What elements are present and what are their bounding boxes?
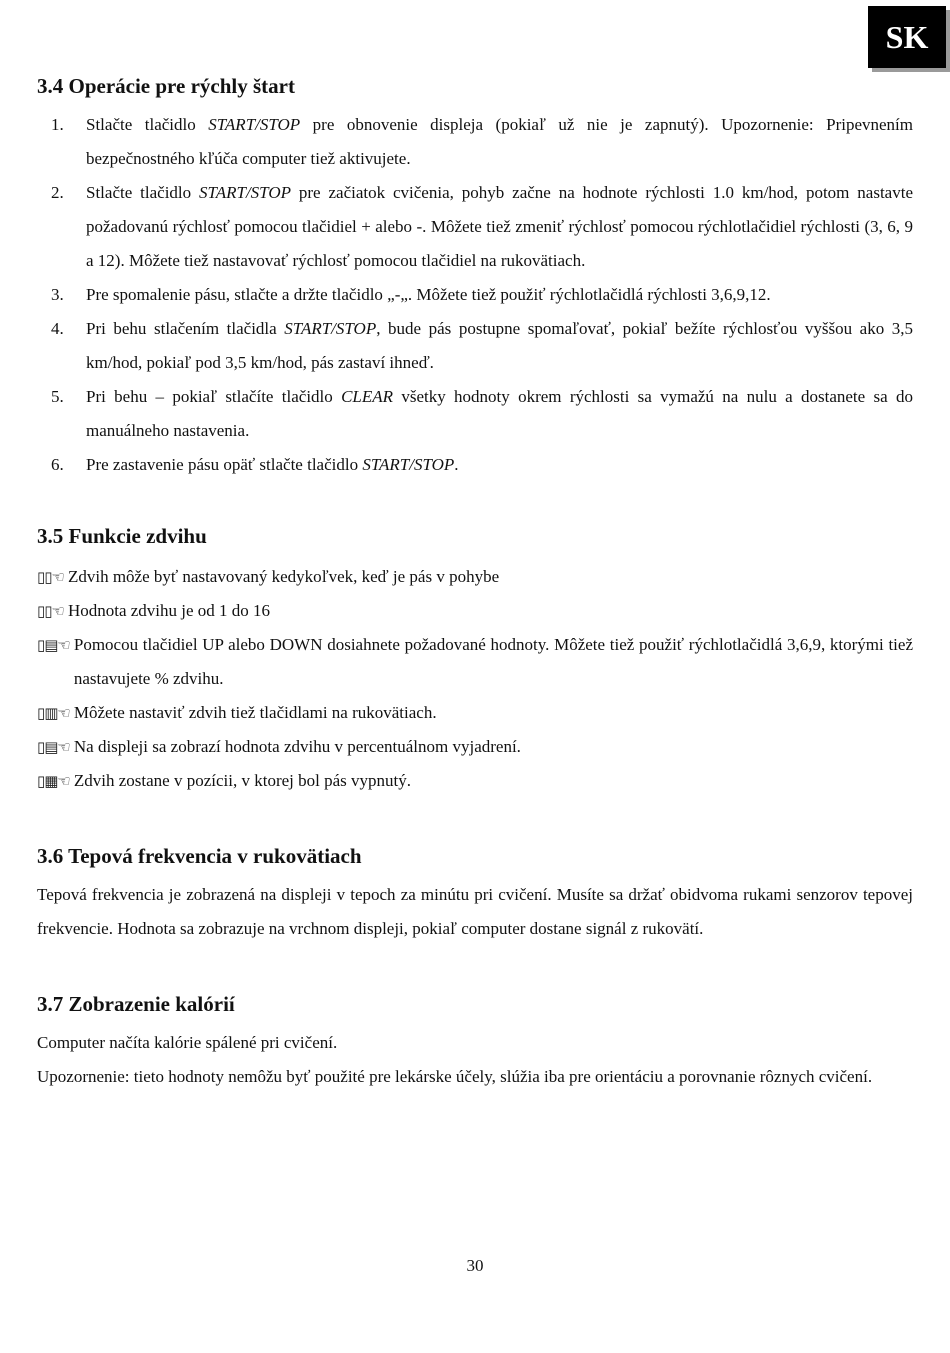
list-text: Pomocou tlačidiel UP alebo DOWN dosiahnete požadované hodnoty. Môžete tiež použiť rýchlotlačidlá 3,6,9, ktorými tiež nastavujete % zdvihu. (73, 635, 913, 688)
quick-start-list (37, 108, 913, 482)
list-item (37, 380, 913, 448)
bullet-icon: ▯▦☜ (37, 772, 70, 790)
section-title-incline: 3.5 Funkcie zdvihu (37, 524, 207, 548)
bullet-icon: ▯▯☜ (37, 568, 64, 586)
list-text: Stlačte tlačidlo (86, 183, 200, 202)
list-text: Hodnota zdvihu je od 1 do 16 (67, 601, 271, 620)
calories-paragraph: Computer načíta kalórie spálené pri cvičení. (37, 1033, 338, 1052)
list-number: 5. (51, 387, 64, 406)
page-number: 30 (466, 1256, 484, 1275)
list-number: 1. (51, 115, 64, 134)
list-text: všetky hodnoty okrem rýchlosti sa vymažú na nulu a dostanete sa do manuálneho nastavenia. (86, 387, 913, 440)
list-text: Pri behu stlačením tlačidla (86, 319, 285, 338)
list-item (37, 730, 913, 764)
list-text: Môžete nastaviť zdvih tiež tlačidlami na rukovätiach. (73, 703, 437, 722)
list-item (37, 560, 913, 594)
bullet-icon: ▯▤☜ (37, 636, 70, 654)
heart-rate-paragraph: Tepová frekvencia je zobrazená na displeji v tepoch za minútu pri cvičení. Musíte sa držať obidvoma rukami senzorov tepovej frekvencie. Hodnota sa zobrazuje na vrchnom displeji, pokiaľ computer dostane signál z rukovätí. (37, 885, 913, 938)
list-item (37, 312, 913, 380)
language-badge: SK (868, 6, 946, 68)
bullet-icon: ▯▤☜ (37, 738, 70, 756)
list-item (37, 628, 913, 696)
page-content (37, 72, 913, 1094)
list-item (37, 764, 913, 798)
list-item (37, 278, 913, 312)
button-name: START/STOP (362, 455, 455, 474)
list-item (37, 448, 913, 482)
list-text: Pri behu – pokiaľ stlačíte tlačidlo (86, 387, 342, 406)
list-item (37, 176, 913, 278)
list-number: 4. (51, 319, 64, 338)
button-name: START/STOP (199, 183, 291, 202)
section-title-quick-start: 3.4 Operácie pre rýchly štart (37, 74, 295, 98)
list-text: , bude pás postupne spomaľovať, pokiaľ bežíte rýchlosťou vyššou ako 3,5 km/hod, pokiaľ pod 3,5 km/hod, pás zastaví ihneď. (86, 319, 913, 372)
button-name: START/STOP (208, 115, 301, 134)
list-text: Zdvih zostane v pozícii, v ktorej bol pás vypnutý. (73, 771, 411, 790)
list-number: 3. (51, 285, 64, 304)
list-text: Na displeji sa zobrazí hodnota zdvihu v percentuálnom vyjadrení. (73, 737, 521, 756)
section-title-calories: 3.7 Zobrazenie kalórií (37, 992, 235, 1016)
list-text: Pre spomalenie pásu, stlačte a držte tlačidlo „-„. Môžete tiež použiť rýchlotlačidlá rýchlosti 3,6,9,12. (86, 285, 771, 304)
list-number: 6. (51, 455, 64, 474)
button-name: CLEAR (341, 387, 394, 406)
list-text: pre začiatok cvičenia, pohyb začne na hodnote rýchlosti 1.0 km/hod, potom nastavte požadovanú rýchlosť pomocou tlačidiel + alebo -. Môžete tiež zmeniť rýchlosť pomocou rýchlotlačidiel rýchlosti (3, 6, 9 a 12). Môžete tiež nastavovať rýchlosť pomocou tlačidiel na rukovätiach. (86, 183, 913, 270)
incline-list (37, 560, 913, 798)
button-name: START/STOP (284, 319, 377, 338)
list-item (37, 108, 913, 176)
bullet-icon: ▯▥☜ (37, 704, 70, 722)
section-title-heart-rate: 3.6 Tepová frekvencia v rukovätiach (37, 844, 362, 868)
list-item (37, 696, 913, 730)
calories-warning: Upozornenie: tieto hodnoty nemôžu byť použité pre lekárske účely, slúžia iba pre orientáciu a porovnanie rôznych cvičení. (37, 1067, 873, 1086)
list-number: 2. (51, 183, 64, 202)
list-item (37, 594, 913, 628)
list-text: . (454, 455, 459, 474)
bullet-icon: ▯▯☜ (37, 602, 64, 620)
list-text: Stlačte tlačidlo (86, 115, 209, 134)
list-text: pre obnovenie displeja (pokiaľ už nie je zapnutý). Upozornenie: Pripevnením bezpečnostného kľúča computer tiež aktivujete. (86, 115, 914, 168)
list-text: Pre zastavenie pásu opäť stlačte tlačidlo (86, 455, 363, 474)
list-text: Zdvih môže byť nastavovaný kedykoľvek, keď je pás v pohybe (67, 567, 500, 586)
